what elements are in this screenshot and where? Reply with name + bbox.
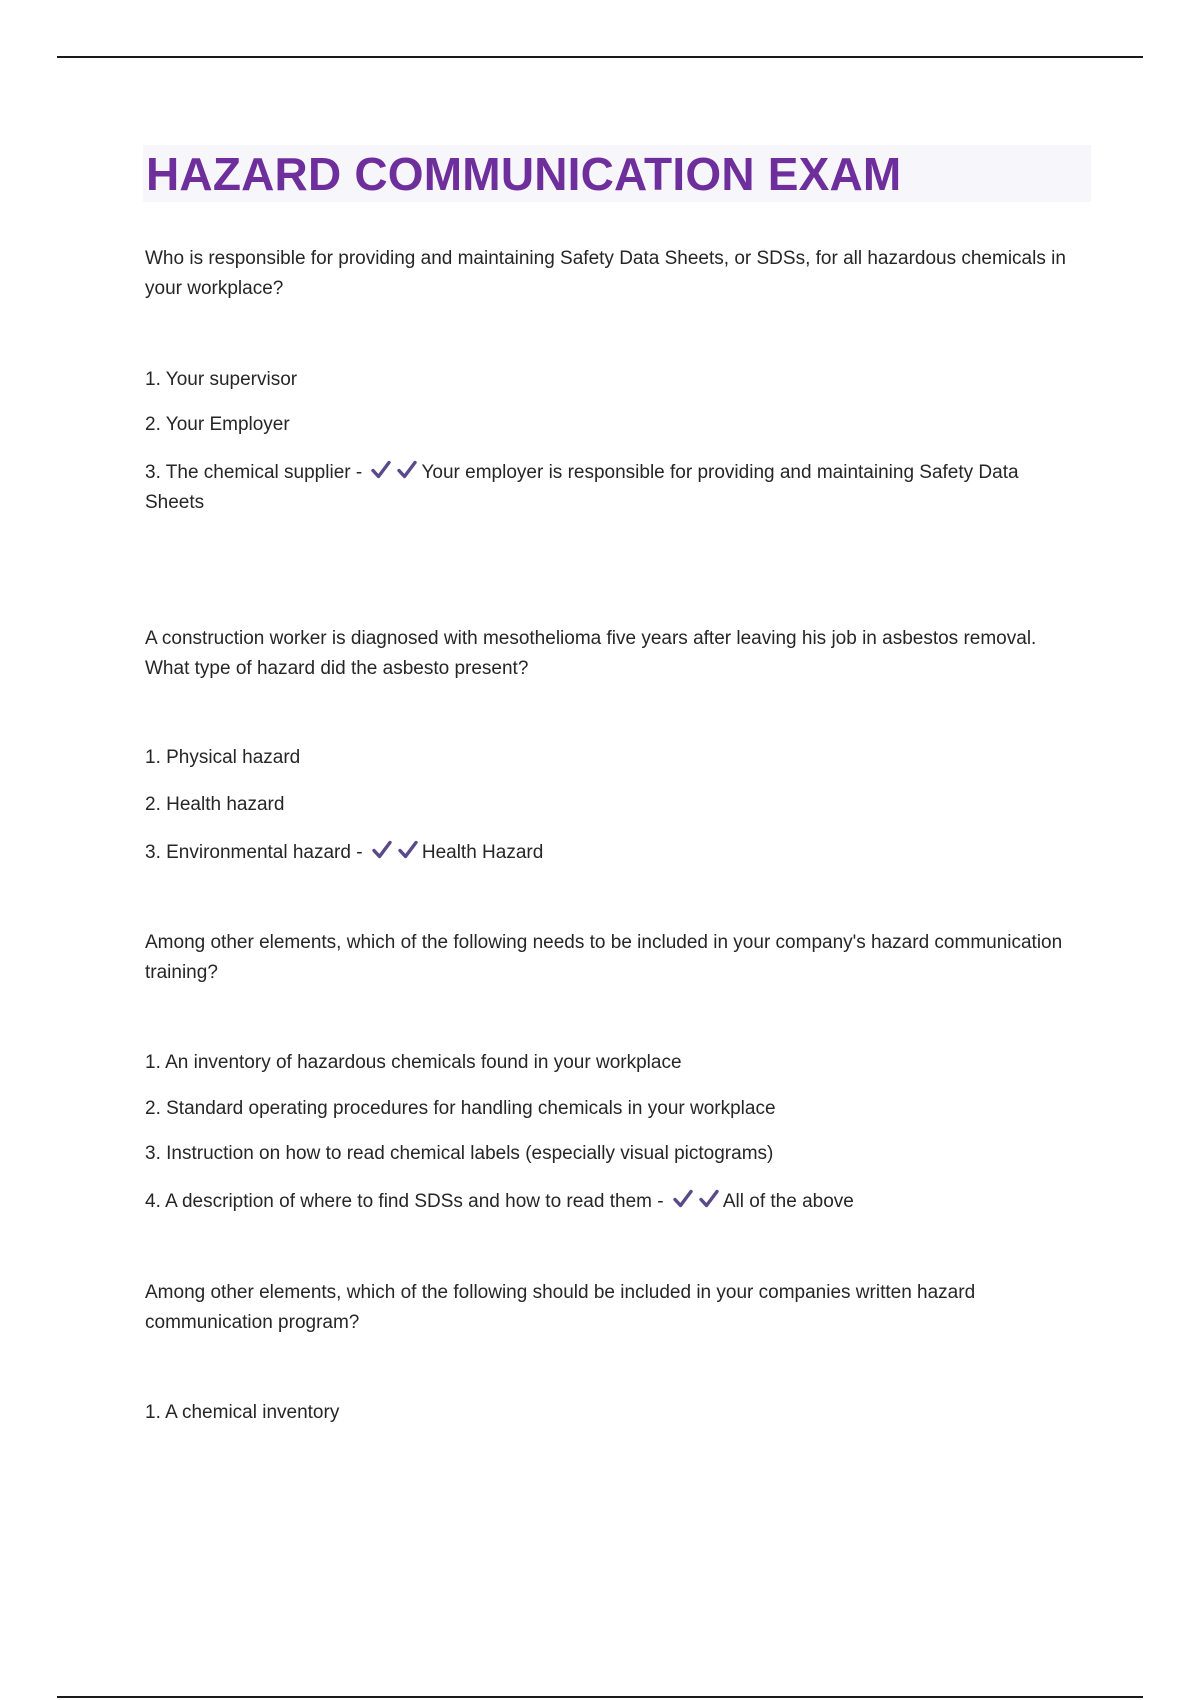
question-4-text: Among other elements, which of the following should be included in your companies written hazard communication program? [145,1282,976,1333]
question-1-option-2: 2. Your Employer [145,414,290,435]
question-3-text: Among other elements, which of the following needs to be included in your company's hazard communication training? [145,932,1063,983]
check-icon [672,1188,694,1210]
question-2-option-2: 2. Health hazard [145,794,285,815]
question-4-option-1: 1. A chemical inventory [145,1402,340,1423]
check-icon [698,1188,720,1210]
question-2-option-1: 1. Physical hazard [145,747,301,768]
question-3-option-3: 3. Instruction on how to read chemical labels (especially visual pictograms) [145,1143,774,1164]
question-1-text: Who is responsible for providing and maintaining Safety Data Sheets, or SDSs, for all hazardous chemicals in your workplace? [145,248,1066,299]
question-1-option-3-with-answer [145,458,1080,518]
page-title: HAZARD COMMUNICATION EXAM [146,148,902,200]
check-icon [397,839,419,861]
question-1-option-1: 1. Your supervisor [145,369,298,390]
option-label: 4. A description of where to find SDSs and how to read them - [145,1191,664,1212]
check-icon [396,459,418,481]
bottom-rule [57,1696,1143,1698]
question-3-option-1: 1. An inventory of hazardous chemicals found in your workplace [145,1052,682,1073]
question-3-option-4-with-answer [145,1187,1080,1217]
answer-text: All of the above [722,1191,854,1212]
check-icon [371,839,393,861]
answer-text: Your employer is responsible for providing and maintaining Safety Data Sheets [145,462,1019,513]
option-label: 3. The chemical supplier - [145,462,363,483]
option-label: 3. Environmental hazard - [145,842,363,863]
check-icon [370,459,392,481]
question-3-option-2: 2. Standard operating procedures for handling chemicals in your workplace [145,1098,776,1119]
top-rule [57,56,1143,58]
question-2-text: A construction worker is diagnosed with mesothelioma five years after leaving his job in asbestos removal. What type of hazard did the asbesto present? [145,628,1037,679]
question-2-option-3-with-answer [145,838,1080,868]
answer-text: Health Hazard [421,842,544,863]
